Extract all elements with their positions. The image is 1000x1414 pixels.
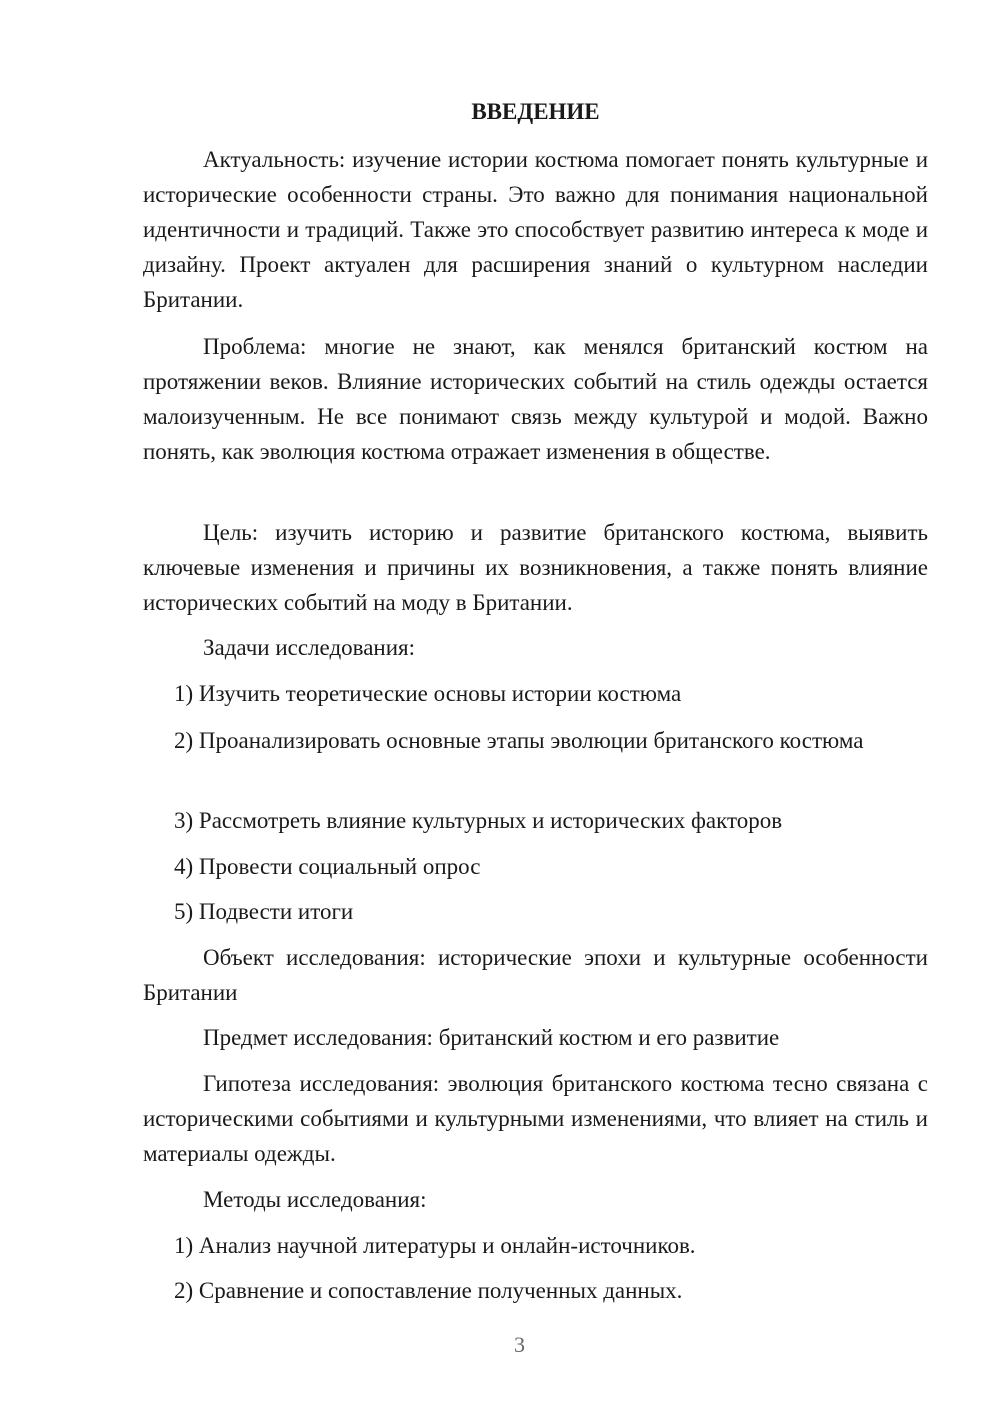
task-item: 5) Подвести итоги [174,899,354,924]
method-item: 2) Сравнение и сопоставление полученных данных. [174,1278,683,1303]
task-item: 2) Проанализировать основные этапы эволюции британского костюма [174,728,864,753]
method-item: 1) Анализ научной литературы и онлайн-источников. [174,1233,696,1258]
object-paragraph: Объект исследования: исторические эпохи и культурные особенности Британии [143,945,928,1005]
section-heading: ВВЕДЕНИЕ [471,99,600,124]
hypothesis-paragraph: Гипотеза исследования: эволюция британского костюма тесно связана с историческими событиями и культурными изменениями, что влияет на стиль и материалы одежды. [143,1071,928,1166]
tasks-heading: Задачи исследования: [203,635,416,660]
task-item: 1) Изучить теоретические основы истории костюма [174,681,682,706]
task-item: 4) Провести социальный опрос [174,854,481,879]
methods-heading: Методы исследования: [203,1187,427,1212]
problem-paragraph: Проблема: многие не знают, как менялся британский костюм на протяжении веков. Влияние исторических событий на стиль одежды остается малоизученным. Не все понимают связь между культурой и модой. Важно понять, как эволюция костюма отражает изменения в обществе. [143,334,928,464]
goal-paragraph: Цель: изучить историю и развитие британского костюма, выявить ключевые изменения и причины их возникновения, а также понять влияние исторических событий на моду в Британии. [143,520,928,615]
task-item: 3) Рассмотреть влияние культурных и исторических факторов [174,808,783,833]
subject-paragraph: Предмет исследования: британский костюм и его развитие [203,1025,780,1050]
page-number: 3 [514,1332,525,1357]
relevance-paragraph: Актуальность: изучение истории костюма помогает понять культурные и исторические особенности страны. Это важно для понимания национальной идентичности и традиций. Также это способствует развитию интереса к моде и дизайну. Проект актуален для расширения знаний о культурном наследии Британии. [143,147,928,312]
